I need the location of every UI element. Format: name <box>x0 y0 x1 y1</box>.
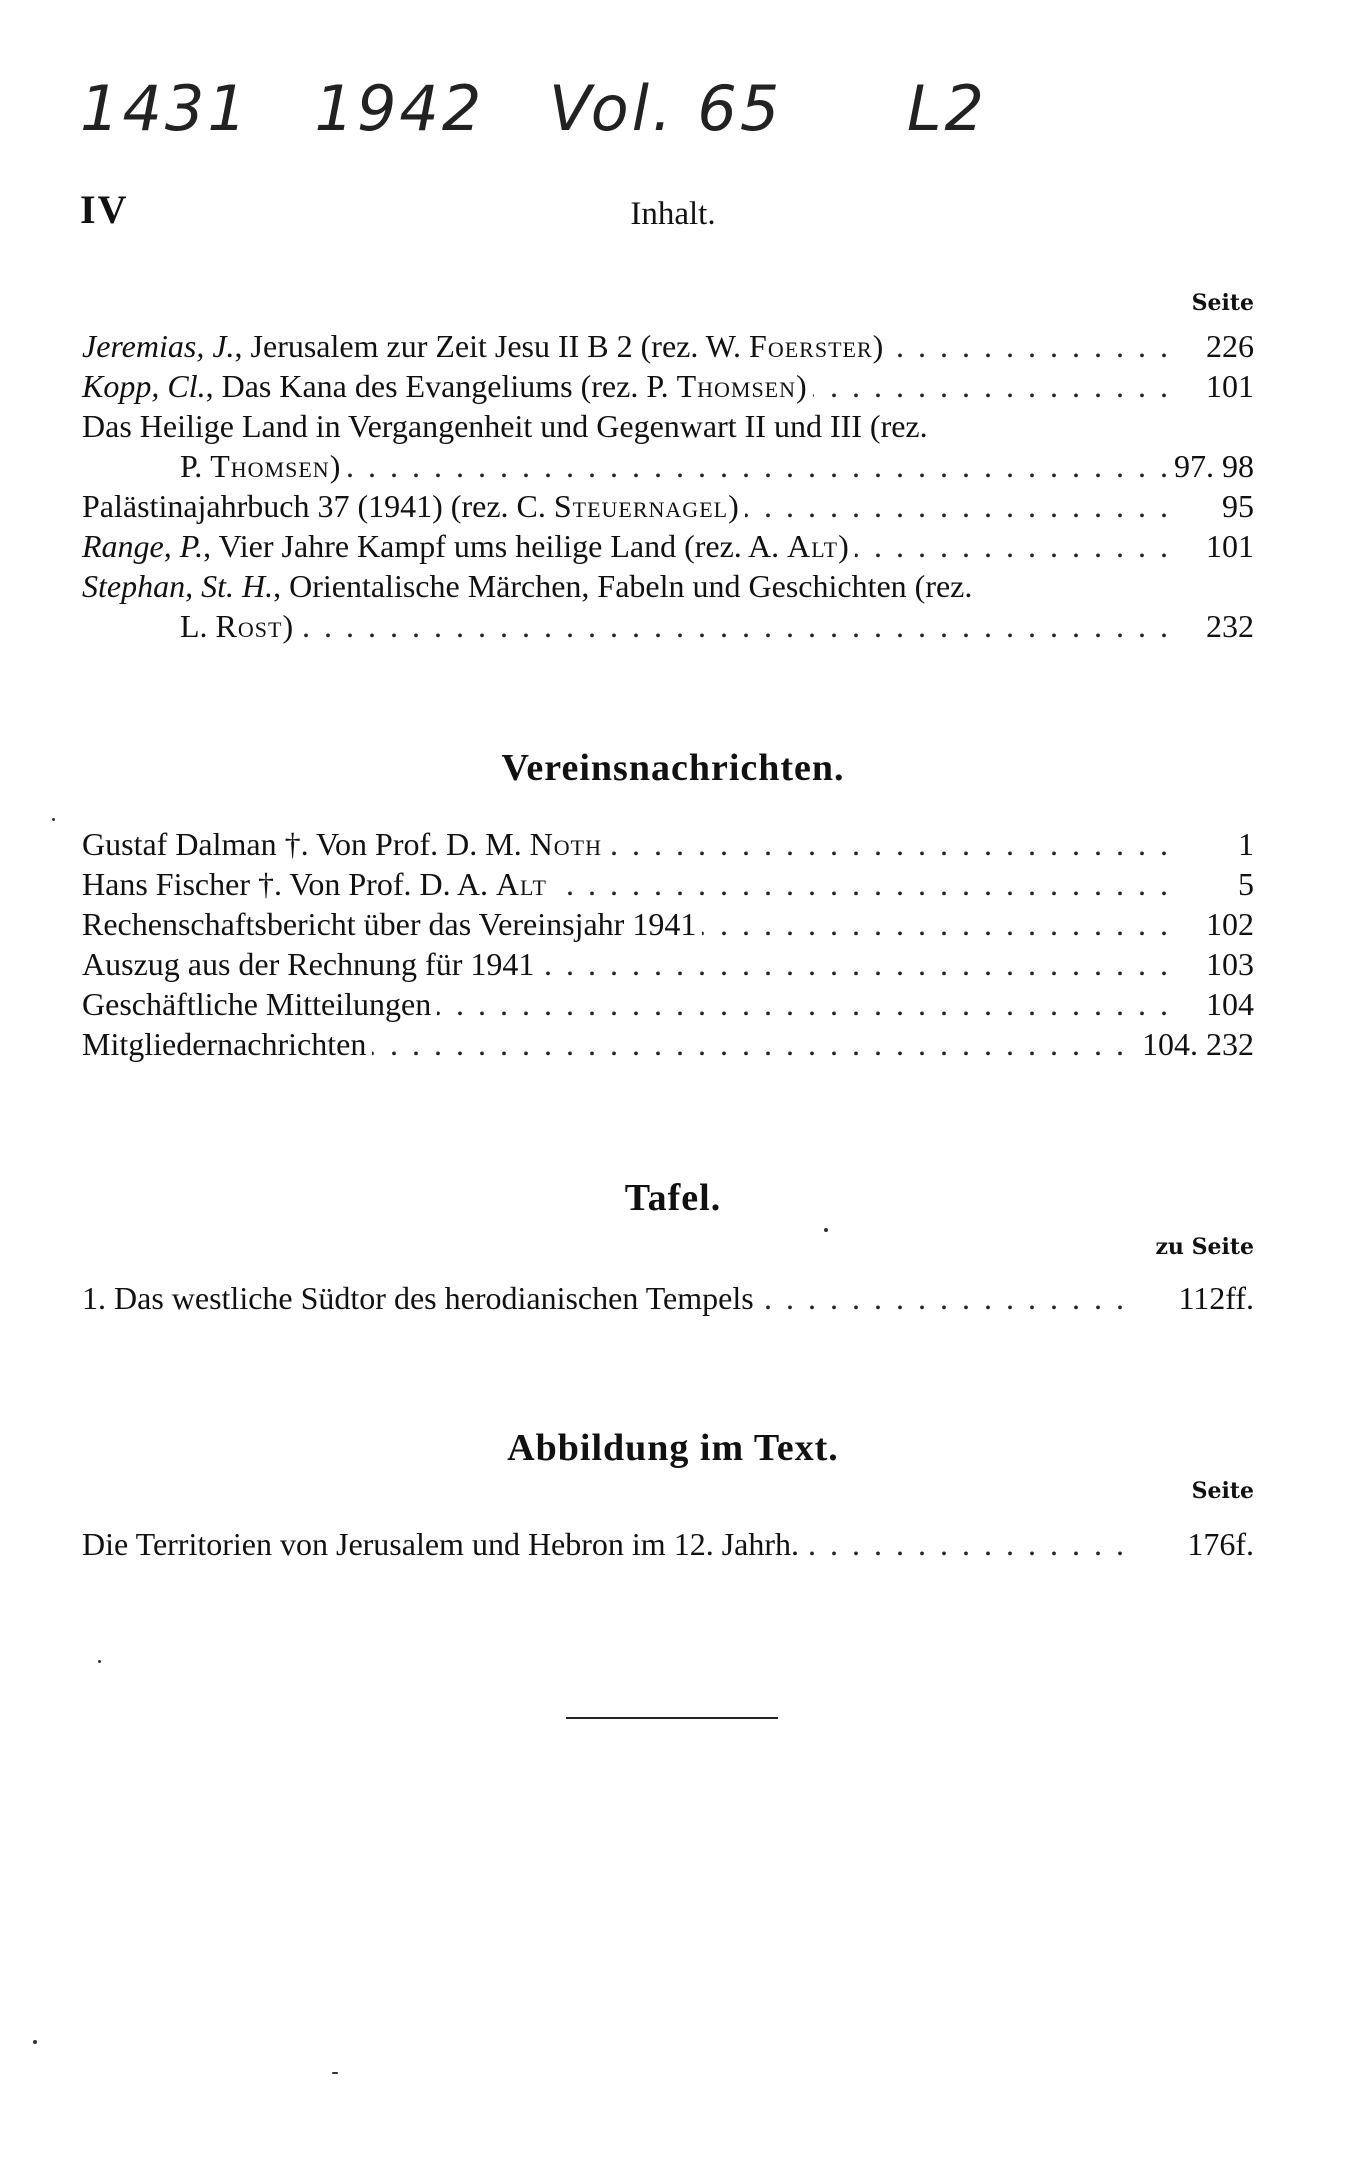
running-title: Inhalt. <box>630 196 716 232</box>
handwritten-part: 1942 <box>314 72 485 145</box>
entry-title: Mitgliedernachrichten <box>82 1026 367 1062</box>
entry-title: , Das Kana des Evangeliums (rez. P. <box>205 368 677 404</box>
entry-text <box>82 864 553 904</box>
column-label-seite-abbildung: Seite <box>1191 1478 1254 1504</box>
section-heading-tafel: Tafel. <box>624 1177 722 1219</box>
entry-title: L. <box>180 608 216 644</box>
entry-page: 104 <box>1200 984 1254 1024</box>
entry-title: , Jerusalem zur Zeit Jesu II B 2 (rez. W. <box>234 328 750 364</box>
entry-page: 232 <box>1200 606 1254 646</box>
entry-title: Auszug aus der Rechnung für 1941 <box>82 946 535 982</box>
entry-page: 97. 98 <box>1168 446 1254 486</box>
entry-page: 5 <box>1232 864 1254 904</box>
reviews-list <box>82 326 1254 646</box>
page-number: IV <box>80 187 129 232</box>
list-item <box>82 326 1254 366</box>
entry-author-name: Alt <box>495 866 547 902</box>
list-item <box>82 1024 1254 1064</box>
entry-text <box>82 526 855 566</box>
entry-reviewer: Thomsen <box>210 448 330 484</box>
list-item <box>82 944 1254 984</box>
entry-author: Jeremias, J. <box>82 328 235 364</box>
entry-reviewer: Rost <box>215 608 283 644</box>
entry-text <box>82 1524 805 1564</box>
entry-title: Hans Fischer †. Von Prof. D. A. <box>82 866 496 902</box>
entry-title: P. <box>180 448 211 484</box>
scan-speck <box>98 1660 101 1663</box>
entry-page: 102 <box>1200 904 1254 944</box>
entry-reviewer: Thomsen <box>676 368 797 404</box>
scan-speck <box>33 2040 37 2044</box>
entry-title: Rechenschaftsbericht über das Vereinsjahr 1941 <box>82 906 697 942</box>
handwritten-shelfmark <box>80 72 1080 145</box>
list-item <box>82 984 1254 1024</box>
entry-page: 95 <box>1216 486 1254 526</box>
entry-page: 104. 232 <box>1136 1024 1254 1064</box>
entry-title: Das Heilige Land in Vergangenheit und Gegenwart II und III (rez. <box>82 408 928 444</box>
entry-title: Geschäftliche Mitteilungen <box>82 986 432 1022</box>
scan-speck <box>332 2072 338 2074</box>
list-item <box>82 406 1254 446</box>
entry-close: ) <box>282 608 294 644</box>
entry-close: ) <box>838 528 849 564</box>
entry-title: Die Territorien von Jerusalem und Hebron im 12. Jahrh. <box>82 1526 799 1562</box>
entry-text <box>82 366 813 406</box>
entry-reviewer: Steuernagel <box>553 488 729 524</box>
entry-title: Palästinajahrbuch 37 (1941) (rez. C. <box>82 488 554 524</box>
scan-speck <box>52 818 55 821</box>
column-label-seite: Seite <box>1191 290 1254 316</box>
handwritten-part: 1431 <box>80 72 250 145</box>
entry-text <box>82 944 540 984</box>
entry-text <box>82 824 608 864</box>
entry-author-name: Noth <box>529 826 603 862</box>
tafel-list <box>82 1278 1254 1318</box>
entry-text <box>82 1278 760 1318</box>
entry-text <box>82 606 299 646</box>
entry-author: Range, P. <box>82 528 204 564</box>
list-item <box>82 606 1254 646</box>
entry-text <box>82 446 346 486</box>
list-item <box>82 1278 1254 1318</box>
vereinsnachrichten-list <box>82 824 1254 1064</box>
entry-text <box>82 406 934 446</box>
list-item <box>82 486 1254 526</box>
entry-reviewer: Alt <box>787 528 839 564</box>
entry-text <box>82 486 745 526</box>
abbildung-list <box>82 1524 1254 1564</box>
entry-page: 1 <box>1232 824 1254 864</box>
entry-reviewer: Foerster <box>749 328 873 364</box>
handwritten-part: L2 <box>907 72 987 145</box>
closing-rule <box>566 1717 778 1719</box>
entry-author: Kopp, Cl. <box>82 368 206 404</box>
section-heading-vereinsnachrichten: Vereinsnachrichten. <box>501 747 845 789</box>
entry-page: 101 <box>1200 366 1254 406</box>
entry-title: Gustaf Dalman †. Von Prof. D. M. <box>82 826 530 862</box>
list-item <box>82 824 1254 864</box>
entry-text <box>82 566 978 606</box>
entry-close: ) <box>796 368 807 404</box>
entry-page: 112ff. <box>1172 1278 1254 1318</box>
list-item <box>82 566 1254 606</box>
list-item <box>82 446 1254 486</box>
scan-speck <box>824 1228 828 1232</box>
section-heading-abbildung: Abbildung im Text. <box>507 1427 839 1469</box>
entry-title: , Vier Jahre Kampf ums heilige Land (rez. A. <box>203 528 788 564</box>
entry-close: ) <box>872 328 884 364</box>
entry-page: 226 <box>1200 326 1254 366</box>
entry-text <box>82 984 437 1024</box>
entry-text <box>82 326 889 366</box>
entry-text <box>82 904 702 944</box>
entry-page: 103 <box>1200 944 1254 984</box>
entry-text <box>82 1024 372 1064</box>
entry-title: 1. Das westliche Südtor des herodianischen Tempels <box>82 1280 754 1316</box>
handwritten-part: Vol. 65 <box>549 72 783 145</box>
entry-close: ) <box>329 448 341 484</box>
entry-author: Stephan, St. H. <box>82 568 274 604</box>
list-item <box>82 904 1254 944</box>
entry-page: 101 <box>1200 526 1254 566</box>
list-item <box>82 366 1254 406</box>
column-label-zu-seite: zu Seite <box>1155 1234 1254 1260</box>
entry-page: 176f. <box>1181 1524 1254 1564</box>
list-item <box>82 526 1254 566</box>
list-item <box>82 1524 1254 1564</box>
entry-title: , Orientalische Märchen, Fabeln und Geschichten (rez. <box>273 568 973 604</box>
entry-close: ) <box>728 488 739 524</box>
list-item <box>82 864 1254 904</box>
